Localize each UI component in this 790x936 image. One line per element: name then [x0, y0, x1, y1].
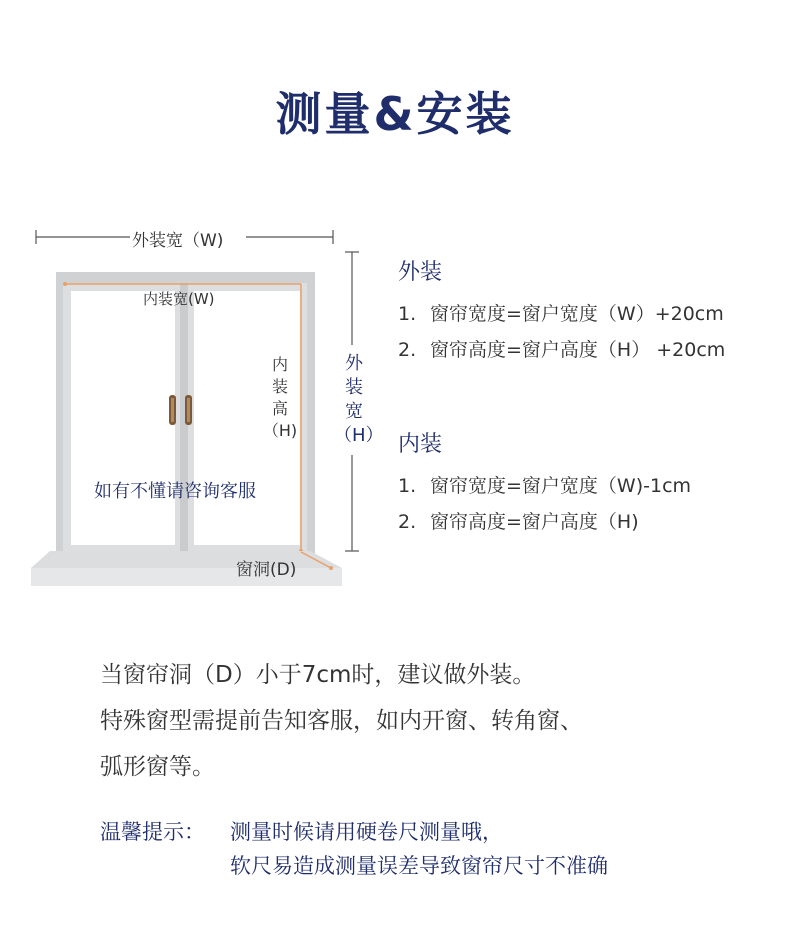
- outer-install-heading: 外装: [398, 260, 443, 285]
- inner-height-char: 高: [271, 399, 288, 418]
- tip-line: 测量时候请用硬卷尺测量哦，: [230, 820, 503, 844]
- inner-height-char: 装: [271, 377, 288, 396]
- tip-line: 软尺易造成测量误差导致窗帘尺寸不准确: [230, 854, 608, 878]
- item-text: 窗帘高度=窗户高度（H） +20cm: [430, 339, 726, 361]
- outer-height-unit: （H）: [334, 425, 384, 446]
- inner-height-char: 内: [271, 355, 288, 374]
- note-line: 特殊窗型需提前告知客服，如内开窗、转角窗、: [100, 708, 583, 734]
- list-item: [398, 332, 725, 368]
- outer-height-char: 宽: [345, 401, 363, 422]
- item-number: 2.: [398, 339, 417, 361]
- outer-install-list: [398, 296, 725, 368]
- item-text: 窗帘宽度=窗户宽度（W)-1cm: [430, 475, 692, 497]
- inner-height-unit: （H): [262, 421, 298, 440]
- inner-width-label: 内装宽(W): [143, 290, 215, 308]
- item-number: 2.: [398, 511, 417, 533]
- outer-height-label: [334, 352, 384, 448]
- tip-label: 温馨提示：: [100, 820, 205, 844]
- outer-height-char: 外: [345, 353, 363, 374]
- item-number: 1.: [398, 475, 417, 497]
- page-title: 测量&安装: [275, 87, 515, 141]
- item-number: 1.: [398, 303, 417, 325]
- inner-install-list: [398, 468, 691, 540]
- inner-install-heading: 内装: [398, 432, 443, 457]
- list-item: [398, 296, 725, 332]
- outer-width-label: 外装宽（W): [132, 231, 224, 251]
- outer-height-char: 装: [345, 377, 363, 398]
- item-text: 窗帘高度=窗户高度（H): [430, 511, 639, 533]
- recess-label: 窗洞(D): [236, 560, 297, 580]
- note-line: 弧形窗等。: [100, 754, 215, 780]
- list-item: [398, 468, 691, 504]
- contact-service-text: 如有不懂请咨询客服: [94, 481, 256, 502]
- list-item: [398, 504, 691, 540]
- item-text: 窗帘宽度=窗户宽度（W）+20cm: [430, 303, 724, 325]
- note-line: 当窗帘洞（D）小于7cm时，建议做外装。: [100, 662, 536, 688]
- inner-height-label: [262, 354, 298, 442]
